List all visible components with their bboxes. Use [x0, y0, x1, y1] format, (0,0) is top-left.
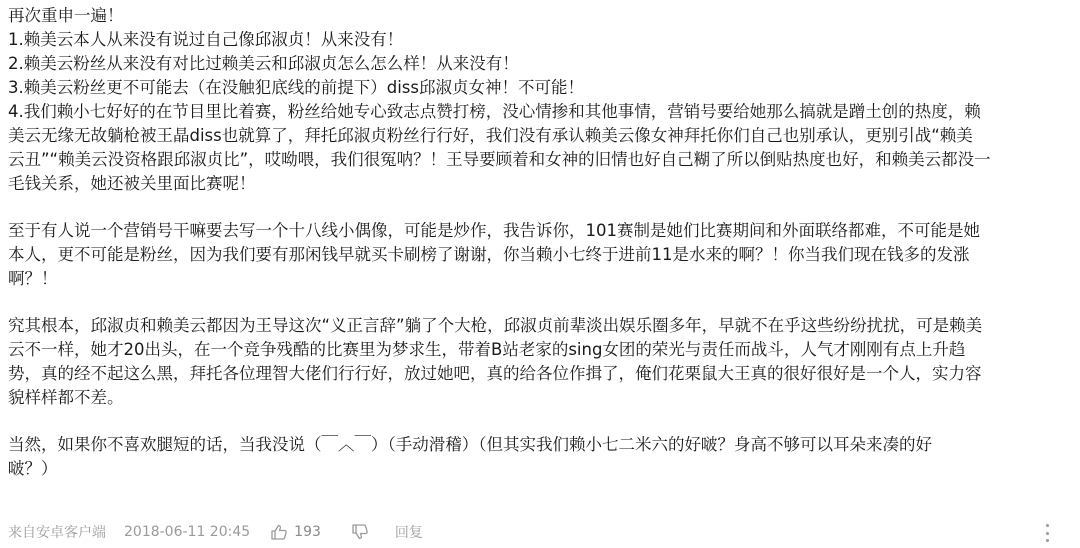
text-line: 美云无缘无故躺枪被王晶diss也就算了，拜托邱淑贞粉丝行行好，我们没有承认赖美云像女神拜托你们自己也别承认，更别引战“赖美: [8, 126, 973, 145]
more-options-icon[interactable]: [1044, 524, 1050, 542]
text-line: 2.赖美云粉丝从来没有对比过赖美云和邱淑贞怎么怎么样！从来没有！: [8, 54, 519, 73]
text-line: 本人，更不可能是粉丝，因为我们要有那闲钱早就买卡刷榜了谢谢，你当赖小七终于进前11是水来的啊？！你当我们现在钱多的发涨: [8, 245, 970, 264]
comment-body: [8, 4, 1070, 481]
text-line: 啊？！: [8, 269, 58, 288]
dislike-button[interactable]: [351, 523, 369, 541]
paragraph: [8, 4, 1070, 196]
text-line: 再次重申一遍！: [8, 6, 124, 25]
thumbs-down-icon: [351, 523, 369, 541]
text-line: 势，真的经不起这么黑，拜托各位理智大佬们行行好，放过她吧，真的给各位作揖了，俺们花栗鼠大王真的很好很好是一个人，实力容: [8, 364, 982, 383]
client-source: 来自安卓客户端: [8, 525, 106, 541]
paragraph-gap: [8, 196, 1070, 219]
text-line: 4.我们赖小七好好的在节目里比着赛，粉丝给她专心致志点赞打榜，没心情掺和其他事情，营销号要给她那么搞就是蹭土创的热度，赖: [8, 102, 981, 121]
dot: [1046, 539, 1049, 542]
text-line: 貌样样都不差。: [8, 388, 124, 407]
like-button[interactable]: [270, 523, 321, 541]
text-line: 究其根本，邱淑贞和赖美云都因为王导这次“义正言辞”躺了个大枪，邱淑贞前辈淡出娱乐圈多年，早就不在乎这些纷纷扰扰，可是赖美: [8, 316, 983, 335]
paragraph: [8, 314, 1070, 410]
timestamp: 2018-06-11 20:45: [124, 524, 251, 540]
dot: [1046, 532, 1049, 535]
text-line: 云不一样，她才20出头，在一个竞争残酷的比赛里为梦求生，带着B站老家的sing女团的荣光与责任而战斗，人气才刚刚有点上升趋: [8, 340, 966, 359]
paragraph: [8, 433, 1070, 481]
text-line: 至于有人说一个营销号干嘛要去写一个十八线小偶像，可能是炒作，我告诉你，101赛制是她们比赛期间和外面联络都难，不可能是她: [8, 221, 980, 240]
paragraph-gap: [8, 291, 1070, 314]
text-line: 啵？）: [8, 459, 58, 478]
text-line: 3.赖美云粉丝更不可能去（在没触犯底线的前提下）diss邱淑贞女神！不可能！: [8, 78, 584, 97]
reply-button[interactable]: 回复: [394, 525, 423, 541]
comment-footer: [8, 520, 1072, 544]
thumbs-up-icon: [270, 523, 288, 541]
text-line: 毛钱关系，她还被关里面比赛呢！: [8, 174, 256, 193]
paragraph-gap: [8, 410, 1070, 433]
text-line: 1.赖美云本人从来没有说过自己像邱淑贞！从来没有！: [8, 30, 404, 49]
paragraph: [8, 219, 1070, 291]
text-line: 云丑”“赖美云没资格跟邱淑贞比”，哎呦喂，我们很冤呐？！王导要顾着和女神的旧情也好自己糊了所以倒贴热度也好，和赖美云都没一: [8, 150, 991, 169]
dot: [1046, 524, 1049, 527]
like-count: 193: [294, 524, 321, 540]
text-line: 当然，如果你不喜欢腿短的话，当我没说（￣︿￣）（手动滑稽）（但其实我们赖小七二米六的好啵？身高不够可以耳朵来凑的好: [8, 435, 932, 454]
